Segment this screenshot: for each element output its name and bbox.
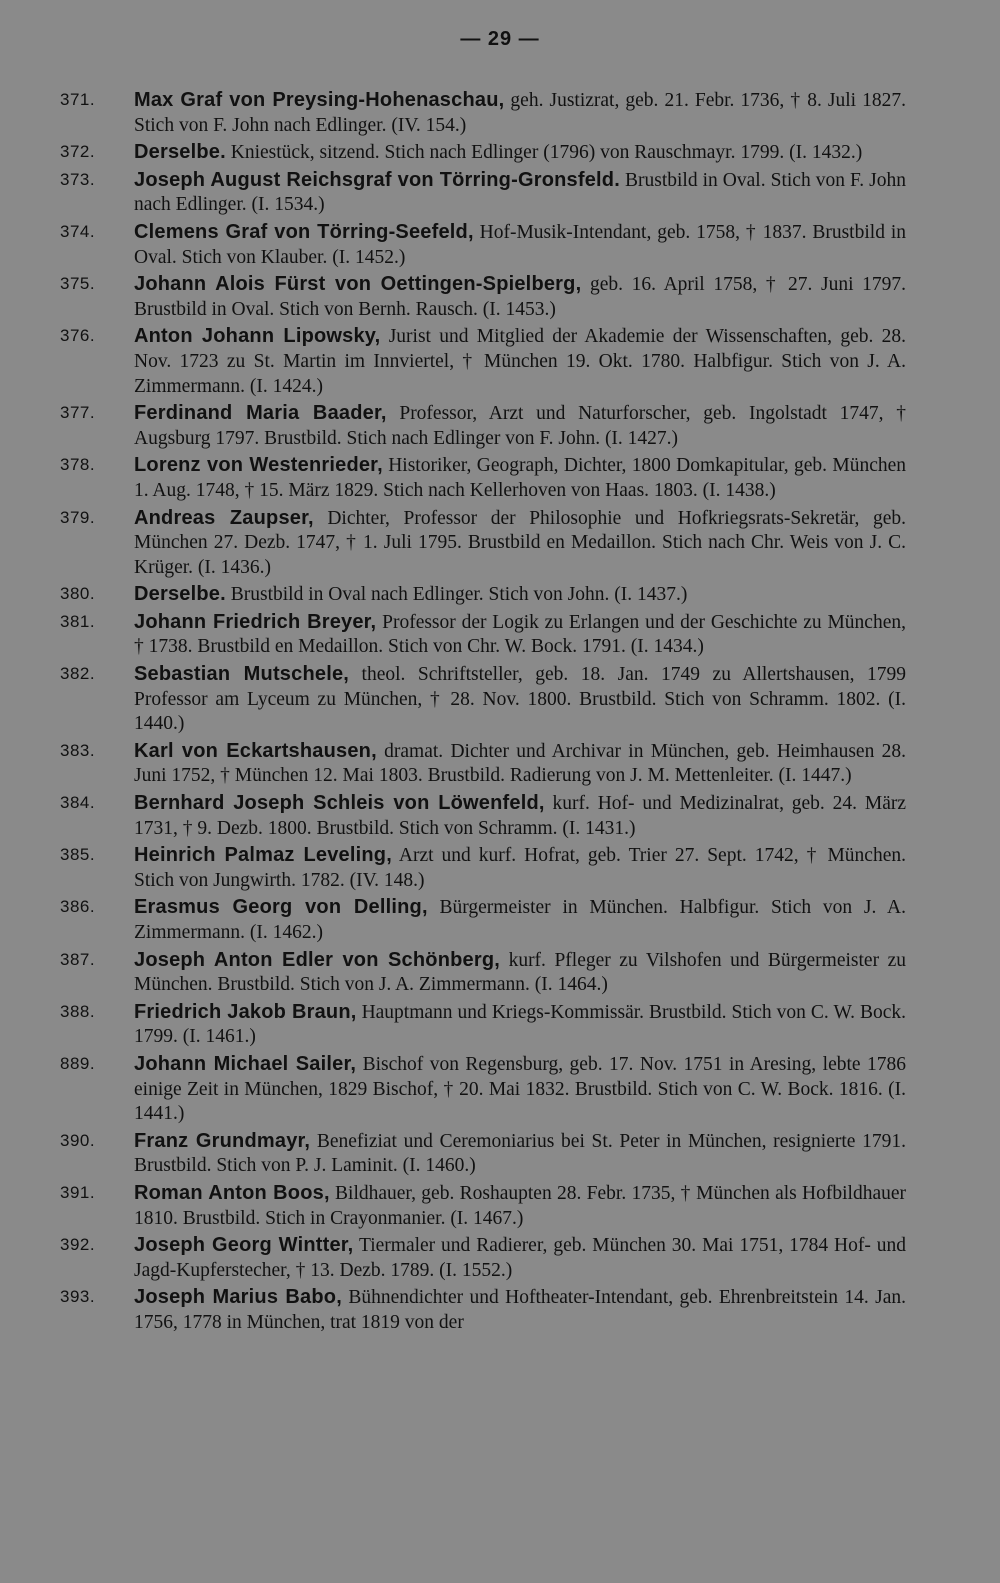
entry-name: Joseph Anton Edler von Schönberg, bbox=[134, 948, 501, 971]
catalog-entry bbox=[60, 401, 906, 451]
catalog-entry bbox=[60, 610, 906, 660]
entry-number: 377. bbox=[60, 403, 96, 423]
entry-number: 373. bbox=[60, 169, 96, 189]
entry-body bbox=[134, 1129, 906, 1179]
entry-name: Johann Alois Fürst von Oettingen-Spielberg, bbox=[134, 273, 582, 296]
entry-text: Dichter, Professor der Philosophie und Hofkriegsrats-Sekretär, geb. München 27. Dezb. 1747, † 1. Juli 1795. Brustbild en Medaillon. Stich nach Chr. Weis von J. C. Krüger. (I. 1436.) bbox=[134, 507, 907, 578]
catalog-entry bbox=[60, 88, 906, 138]
entry-body bbox=[134, 401, 906, 451]
catalog-entry-list bbox=[60, 88, 906, 1338]
entry-name: Bernhard Joseph Schleis von Löwenfeld, bbox=[134, 792, 545, 815]
entry-number: 391. bbox=[60, 1182, 96, 1202]
entry-body bbox=[134, 1285, 906, 1335]
entry-number: 372. bbox=[60, 142, 96, 162]
entry-body bbox=[134, 140, 906, 166]
catalog-entry bbox=[60, 168, 906, 218]
entry-name: Joseph August Reichsgraf von Törring-Gronsfeld. bbox=[134, 168, 620, 191]
entry-number: 376. bbox=[60, 326, 96, 346]
entry-name: Derselbe. bbox=[134, 583, 226, 606]
entry-name: Max Graf von Preysing-Hohenaschau, bbox=[134, 89, 505, 111]
entry-text: geh. Justizrat, geb. 21. Febr. 1736, † 8. Juli 1827. Stich von F. John nach Edlinger. (IV. 154.) bbox=[134, 90, 907, 136]
entry-body bbox=[134, 948, 906, 998]
page-number: — 29 — bbox=[460, 28, 540, 50]
entry-name: Joseph Georg Wintter, bbox=[134, 1234, 354, 1257]
entry-body bbox=[134, 1181, 906, 1231]
entry-number: 386. bbox=[60, 897, 96, 917]
entry-number: 889. bbox=[60, 1053, 96, 1073]
entry-text: Arzt und kurf. Hofrat, geb. Trier 27. Sept. 1742, † München. Stich von Jungwirth. 1782. (IV. 148.) bbox=[134, 845, 906, 891]
entry-name: Sebastian Mutschele, bbox=[134, 663, 350, 686]
entry-number: 381. bbox=[60, 611, 96, 631]
catalog-entry bbox=[60, 453, 906, 503]
entry-text: Professor der Logik zu Erlangen und der Geschichte zu München, † 1738. Brustbild en Medaillon. Stich von Chr. W. Bock. 1791. (I. 1434.) bbox=[134, 611, 906, 658]
catalog-entry bbox=[60, 1052, 906, 1127]
entry-number: 392. bbox=[60, 1235, 96, 1255]
entry-number: 387. bbox=[60, 949, 96, 969]
entry-number: 374. bbox=[60, 221, 96, 241]
entry-name: Andreas Zaupser, bbox=[134, 506, 314, 529]
catalog-entry bbox=[60, 843, 906, 893]
entry-text: Jurist und Mitglied der Akademie der Wissenschaften, geb. 28. Nov. 1723 zu St. Martin im Innviertel, † München 19. Okt. 1780. Halbfigur. Stich von J. A. Zimmermann. (I. 1424.) bbox=[134, 326, 907, 397]
entry-number: 384. bbox=[60, 793, 96, 813]
entry-name: Derselbe. bbox=[134, 141, 226, 164]
entry-body bbox=[134, 1052, 906, 1127]
entry-body bbox=[134, 843, 906, 893]
entry-name: Joseph Marius Babo, bbox=[134, 1286, 342, 1309]
entry-text: geb. 16. April 1758, † 27. Juni 1797. Brustbild in Oval. Stich von Bernh. Rausch. (I. 1453.) bbox=[134, 274, 907, 320]
entry-text: Professor, Arzt und Naturforscher, geb. Ingolstadt 1747, † Augsburg 1797. Brustbild. Stich nach Edlinger von F. John. (I. 1427.) bbox=[134, 403, 907, 449]
catalog-entry bbox=[60, 220, 906, 270]
entry-name: Johann Friedrich Breyer, bbox=[134, 610, 377, 633]
entry-name: Friedrich Jakob Braun, bbox=[134, 1000, 357, 1023]
entry-text: Bühnendichter und Hoftheater-Intendant, geb. Ehrenbreitstein 14. Jan. 1756, 1778 in München, trat 1819 von der bbox=[134, 1287, 907, 1333]
entry-body bbox=[134, 582, 906, 608]
entry-body bbox=[134, 324, 906, 399]
entry-body bbox=[134, 791, 906, 841]
catalog-entry bbox=[60, 1285, 906, 1335]
entry-body bbox=[134, 895, 906, 945]
entry-text: Tiermaler und Radierer, geb. München 30. Mai 1751, 1784 Hof- und Jagd-Kupferstecher, † 13. Dezb. 1789. (I. 1552.) bbox=[134, 1235, 907, 1281]
entry-name: Heinrich Palmaz Leveling, bbox=[134, 844, 392, 867]
catalog-entry bbox=[60, 506, 906, 581]
catalog-entry bbox=[60, 582, 906, 608]
entry-name: Erasmus Georg von Delling, bbox=[134, 896, 428, 919]
catalog-entry bbox=[60, 1000, 906, 1050]
entry-number: 385. bbox=[60, 845, 96, 865]
entry-body bbox=[134, 506, 906, 581]
entry-text: Kniestück, sitzend. Stich nach Edlinger (1796) von Rauschmayr. 1799. (I. 1432.) bbox=[230, 142, 863, 164]
entry-text: Benefiziat und Ceremoniarius bei St. Peter in München, resignierte 1791. Brustbild. Stich von P. J. Laminit. (I. 1460.) bbox=[134, 1130, 907, 1177]
entry-number: 388. bbox=[60, 1001, 96, 1021]
entry-number: 379. bbox=[60, 507, 96, 527]
entry-body bbox=[134, 1000, 906, 1050]
entry-text: kurf. Pfleger zu Vilshofen und Bürgermeister zu München. Brustbild. Stich von J. A. Zimmermann. (I. 1464.) bbox=[134, 949, 906, 996]
entry-body bbox=[134, 168, 906, 218]
entry-name: Franz Grundmayr, bbox=[134, 1129, 311, 1152]
entry-body bbox=[134, 220, 906, 270]
entry-name: Roman Anton Boos, bbox=[134, 1181, 330, 1204]
entry-text: Bürgermeister in München. Halbfigur. Stich von J. A. Zimmermann. (I. 1462.) bbox=[134, 897, 906, 943]
entry-number: 382. bbox=[60, 664, 96, 684]
entry-body bbox=[134, 88, 906, 138]
entry-text: kurf. Hof- und Medizinalrat, geb. 24. März 1731, † 9. Dezb. 1800. Brustbild. Stich von Schramm. (I. 1431.) bbox=[134, 793, 907, 839]
entry-body bbox=[134, 453, 906, 503]
entry-body bbox=[134, 610, 906, 660]
entry-text: Historiker, Geograph, Dichter, 1800 Domkapitular, geb. München 1. Aug. 1748, † 15. März 1829. Stich nach Kellerhoven von Haas. 1803. (I. 1438.) bbox=[134, 455, 906, 501]
entry-number: 375. bbox=[60, 274, 96, 294]
entry-text: Bischof von Regensburg, geb. 17. Nov. 1751 in Aresing, lebte 1786 einige Zeit in München, 1829 Bischof, † 20. Mai 1832. Brustbild. Stich von C. W. Bock. 1816. (I. 1441.) bbox=[134, 1053, 907, 1125]
entry-body bbox=[134, 1233, 906, 1283]
entry-name: Clemens Graf von Törring-Seefeld, bbox=[134, 220, 474, 243]
catalog-entry bbox=[60, 1181, 906, 1231]
entry-text: Brustbild in Oval. Stich von F. John nach Edlinger. (I. 1534.) bbox=[134, 169, 907, 216]
entry-text: Hauptmann und Kriegs-Kommissär. Brustbild. Stich von C. W. Bock. 1799. (I. 1461.) bbox=[134, 1001, 907, 1048]
entry-name: Johann Michael Sailer, bbox=[134, 1052, 357, 1075]
entry-text: dramat. Dichter und Archivar in München, geb. Heimhausen 28. Juni 1752, † München 12. Mai 1803. Brustbild. Radierung von J. M. Mettenleiter. (I. 1447.) bbox=[134, 740, 906, 787]
entry-text: Hof-Musik-Intendant, geb. 1758, † 1837. Brustbild in Oval. Stich von Klauber. (I. 1452.) bbox=[134, 221, 907, 268]
catalog-entry bbox=[60, 272, 906, 322]
entry-number: 390. bbox=[60, 1130, 96, 1150]
entry-name: Anton Johann Lipowsky, bbox=[134, 325, 381, 348]
catalog-entry bbox=[60, 140, 906, 166]
catalog-entry bbox=[60, 662, 906, 737]
entry-text: Bildhauer, geb. Roshaupten 28. Febr. 1735, † München als Hofbildhauer 1810. Brustbild. Stich in Crayonmanier. (I. 1467.) bbox=[134, 1182, 906, 1229]
entry-number: 383. bbox=[60, 740, 96, 760]
entry-name: Lorenz von Westenrieder, bbox=[134, 454, 383, 477]
entry-body bbox=[134, 272, 906, 322]
catalog-entry bbox=[60, 739, 906, 789]
entry-text: theol. Schriftsteller, geb. 18. Jan. 1749 zu Allertshausen, 1799 Professor am Lyceum zu München, † 28. Nov. 1800. Brustbild. Stich von Schramm. 1802. (I. 1440.) bbox=[134, 664, 906, 735]
entry-name: Ferdinand Maria Baader, bbox=[134, 402, 387, 425]
entry-name: Karl von Eckartshausen, bbox=[134, 739, 377, 762]
catalog-entry bbox=[60, 791, 906, 841]
catalog-entry bbox=[60, 895, 906, 945]
catalog-entry bbox=[60, 1129, 906, 1179]
entry-number: 371. bbox=[60, 90, 96, 109]
entry-body bbox=[134, 739, 906, 789]
catalog-entry bbox=[60, 948, 906, 998]
entry-number: 380. bbox=[60, 584, 96, 604]
catalog-entry bbox=[60, 1233, 906, 1283]
entry-number: 393. bbox=[60, 1287, 96, 1307]
catalog-entry bbox=[60, 324, 906, 399]
entry-number: 378. bbox=[60, 455, 96, 475]
entry-text: Brustbild in Oval nach Edlinger. Stich von John. (I. 1437.) bbox=[230, 584, 688, 606]
entry-body bbox=[134, 662, 906, 737]
